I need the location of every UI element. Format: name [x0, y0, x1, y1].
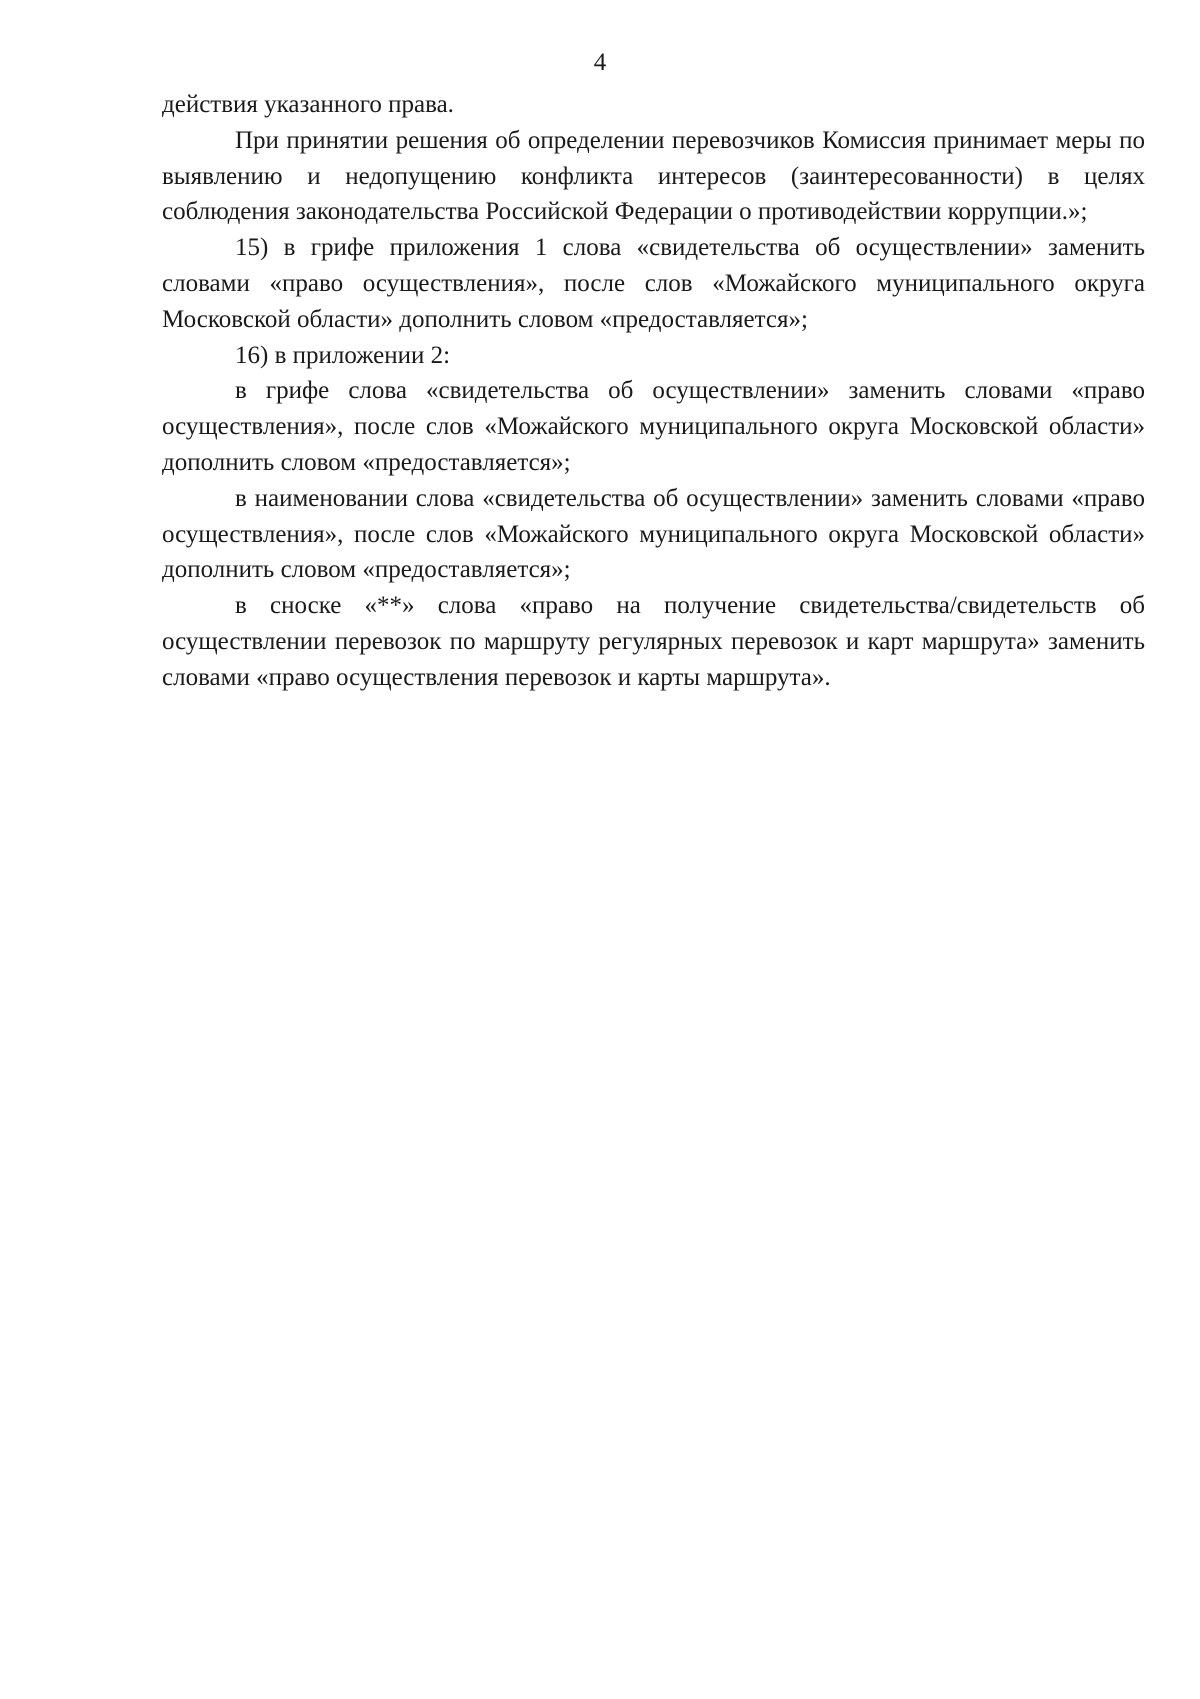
page-number: 4	[593, 49, 607, 76]
paragraph-commission-conflict: При принятии решения об определении перевозчиков Комиссия принимает меры по выявлению и недопущению конфликта интересов (заинтересованности) в целях соблюдения законодательства Российской Федерации о противодействии коррупции.»;	[162, 126, 1145, 226]
document-body	[162, 87, 1145, 696]
paragraph-item-16-footnote: в сноске «**» слова «право на получение свидетельства/свидетельств об осуществлении перевозок по маршруту регулярных перевозок и карт маршрута» заменить словами «право осуществления перевозок и карты маршрута».	[162, 592, 1145, 691]
paragraph-item-16-title: в наименовании слова «свидетельства об осуществлении» заменить словами «право осуществления», после слов «Можайского муниципального округа Московской области» дополнить словом «предоставляется»;	[162, 484, 1145, 584]
paragraph-item-16: 16) в приложении 2:	[235, 341, 451, 369]
paragraph-continuation: действия указанного права.	[162, 91, 454, 118]
paragraph-item-16-stamp: в грифе слова «свидетельства об осуществлении» заменить словами «право осуществления», после слов «Можайского муниципального округа Московской области» дополнить словом «предоставляется»;	[162, 377, 1145, 476]
paragraph-item-15: 15) в грифе приложения 1 слова «свидетельства об осуществлении» заменить словами «право осуществления», после слов «Можайского муниципального округа Московской области» дополнить словом «предоставляется»;	[162, 234, 1145, 333]
